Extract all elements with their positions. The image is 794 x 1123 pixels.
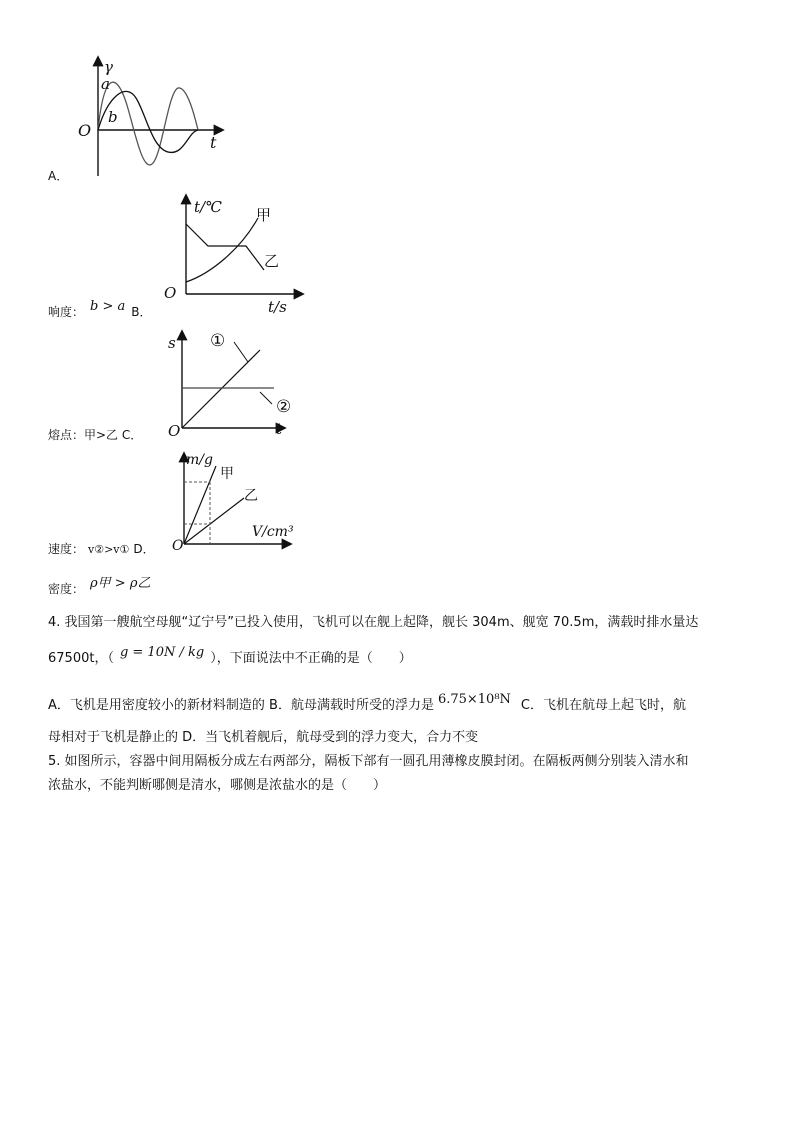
y-label: γ (104, 58, 113, 76)
series-1-label: ① (210, 331, 226, 351)
q4-option-a-b: A．飞机是用密度较小的新材料制造的 B．航母满载时所受的浮力是 (48, 698, 434, 713)
q4-line-2-end: ），下面说法中不正确的是（ ） (210, 651, 412, 666)
q4-buoyancy-value: 6.75×10⁸N (437, 692, 511, 707)
temperature-graph (160, 190, 310, 320)
curve-a-label: a (101, 75, 110, 93)
q4-line-4: 母相对于飞机是静止的 D．当飞机着舰后，航母受到的浮力变大，合力不变 (48, 730, 479, 745)
option-b-letter: B． (131, 305, 152, 319)
x-label: t/s (268, 298, 287, 316)
distance-graph (160, 326, 310, 441)
y-label: m/g (186, 452, 213, 468)
q5-line-2: 浓盐水，不能判断哪侧是清水，哪侧是浓盐水的是（ ） (48, 778, 387, 793)
x-label: t (276, 420, 283, 438)
option-b-prefix: 响度： (48, 305, 85, 319)
x-label: t (210, 133, 217, 152)
option-d-math: v②>v① (88, 543, 130, 556)
origin-label: O (164, 284, 177, 302)
option-e-line (48, 578, 150, 597)
series-yi (186, 224, 264, 270)
curve-b-label: b (108, 108, 118, 126)
q4-line-2 (48, 647, 412, 666)
option-d-line (48, 540, 155, 557)
x-label: V/cm³ (252, 524, 294, 540)
option-b-math: b > a (90, 299, 126, 314)
series-yi-label: 乙 (244, 488, 258, 504)
q5-line-1: 5. 如图所示，容器中间用隔板分成左右两部分，隔板下部有一圆孔用薄橡皮膜封闭。在隔板两侧分别装入清水和 (48, 754, 689, 769)
series-jia-label: 甲 (256, 206, 272, 224)
q4-gravity-formula: g = 10N / kg (119, 645, 205, 660)
option-b-line (48, 299, 152, 320)
origin-label: O (168, 422, 181, 440)
series-jia (186, 218, 258, 282)
y-label: s (168, 334, 176, 352)
origin-label: O (78, 121, 92, 140)
y-label: t/℃ (194, 198, 222, 216)
q4-option-c: C．飞机在航母上起飞时，航 (520, 698, 686, 713)
origin-label: O (172, 538, 184, 554)
q4-line-2-start: 67500t，（ (48, 651, 114, 666)
option-d-letter: D． (133, 542, 155, 556)
series-jia-label: 甲 (220, 466, 234, 482)
series-2-label: ② (276, 397, 292, 417)
option-a-letter: A． (48, 169, 69, 183)
option-d-prefix: 速度： (48, 542, 85, 556)
option-e-prefix: 密度： (48, 582, 85, 596)
option-c-line: 熔点：甲>乙 C． (48, 428, 143, 442)
q4-line-1: 4. 我国第一艘航空母舰“辽宁号”已投入使用，飞机可以在舰上起降，舰长 304m、舰宽 70.5m，满载时排水量达 (48, 615, 699, 630)
mass-volume-graph (160, 446, 310, 556)
option-e-math: ρ甲 > ρ乙 (90, 576, 151, 591)
q4-line-3 (48, 694, 686, 713)
series-yi-label: 乙 (264, 252, 280, 270)
wave-graph (70, 52, 230, 182)
